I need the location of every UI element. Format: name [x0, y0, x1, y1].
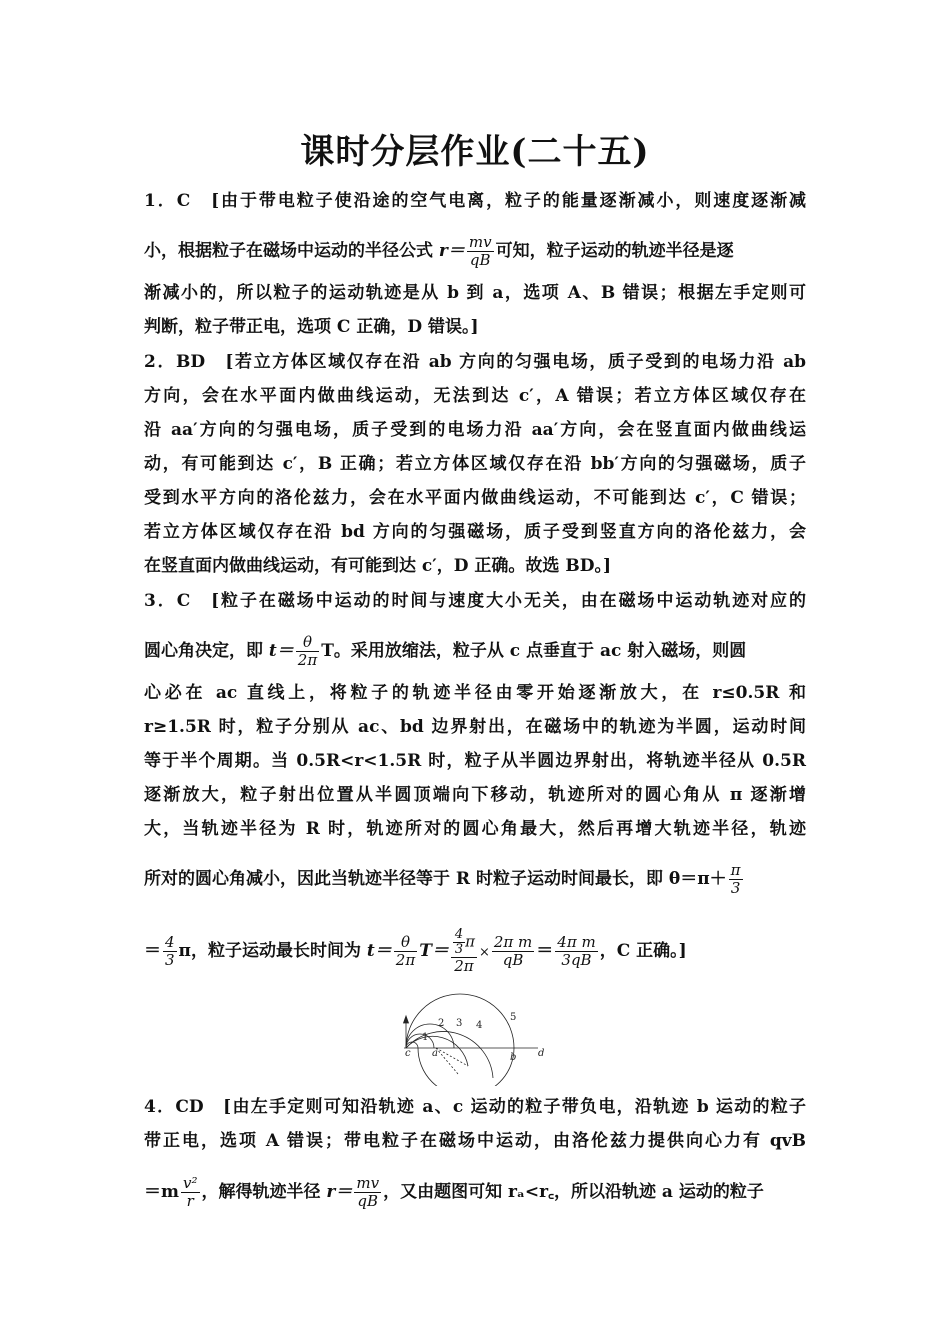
q3-theta-fraction: $\frac{\theta}{2\pi}$ — [395, 933, 416, 969]
q3-line-3: 心必在 ac 直线上，将粒子的轨迹半径由零开始逐渐放大，在 r≤0.5R 和 — [144, 683, 806, 703]
label-d: d — [538, 1048, 545, 1059]
velocity-arrowhead — [404, 1016, 409, 1023]
q3-period-fraction: $\frac{\text{2π m}}{qB}$ — [493, 933, 533, 969]
label-3: 3 — [456, 1018, 463, 1029]
q3-line-6: 逐渐放大，粒子射出位置从半圆顶端向下移动，轨迹所对的圆心角从 π 逐渐增 — [144, 785, 806, 805]
trajectory-5 — [406, 1031, 493, 1078]
label-b: b — [510, 1052, 517, 1063]
trajectory-diagram — [398, 986, 558, 1086]
q2-line-5: 受到水平方向的洛伦兹力，会在水平面内做曲线运动，不可能到达 c′，C 错误； — [144, 488, 806, 508]
q3-line-7: 大，当轨迹半径为 R 时，轨迹所对的圆心角最大，然后再增大轨迹半径，轨迹 — [144, 819, 806, 839]
page-title: 课时分层作业(二十五) — [300, 132, 650, 172]
q3-line-9: ＝ $\frac{4}{3}$ π，粒子运动最长时间为 t＝ $\frac{\theta}{2\pi}$ T＝ $\frac{4}{3}$ π 2π × $\frac{\text{2π m}}{qB}$ ＝ $\frac{\text{4π m}}{3qB}$ ，C 正确。] — [144, 927, 687, 975]
q3-line-5: 等于半个周期。当 0.5R<r<1.5R 时，粒子从半圆边界射出，将轨迹半径从 0.5R — [144, 751, 806, 771]
q4-radius-fraction: $\frac{mv}{qB}$ — [356, 1174, 380, 1210]
label-4: 4 — [476, 1020, 483, 1031]
q4-line-1: 4．CD [由左手定则可知沿轨迹 a、c 运动的粒子带负电，沿轨迹 b 运动的粒子 — [144, 1097, 806, 1117]
q4-line-3: ＝m $\frac{\text{v²}}{r}$ ，解得轨迹半径 r＝ $\frac{mv}{qB}$ ，又由题图可知 rₐ<r꜀，所以沿轨迹 a 运动的粒子 — [144, 1174, 764, 1210]
q4-centripetal-fraction: $\frac{\text{v²}}{r}$ — [183, 1174, 198, 1210]
q2-line-7: 在竖直面内做曲线运动，有可能到达 c′，D 正确。故选 BD。] — [144, 556, 611, 576]
q1-line-1: 1．C [由于带电粒子使沿途的空气电离，粒子的能量逐渐减小，则速度逐渐减 — [144, 191, 806, 211]
label-1: 1 — [422, 1032, 429, 1043]
q4-line-2: 带正电，选项 A 错误；带电粒子在磁场中运动，由洛伦兹力提供向心力有 qvB — [144, 1131, 806, 1151]
radius-dashed-2 — [436, 1048, 468, 1066]
q2-line-3: 沿 aa′方向的匀强电场，质子受到的电场力沿 aa′方向，会在竖直面内做曲线运 — [144, 420, 806, 440]
q3-four-thirds-fraction: $\frac{4}{3}$ — [165, 933, 175, 969]
label-5: 5 — [510, 1012, 517, 1023]
q1-line-2: 小，根据粒子在磁场中运动的半径公式 r＝ $\frac{mv}{qB}$ 可知，粒子运动的轨迹半径是逐 — [144, 233, 734, 269]
q3-line-2: 圆心角决定，即 t＝ $\frac{\theta}{2\pi}$ T。采用放缩法，粒子从 c 点垂直于 ac 射入磁场，则圆 — [144, 633, 747, 669]
q3-time-fraction: $\frac{\theta}{2\pi}$ — [297, 633, 318, 669]
q2-line-1: 2．BD [若立方体区域仅存在沿 ab 方向的匀强电场，质子受到的电场力沿 ab — [144, 352, 806, 372]
q1-line-4: 判断，粒子带正电，选项 C 正确，D 错误。] — [144, 317, 479, 337]
label-a: a — [432, 1048, 438, 1059]
q3-line-1: 3．C [粒子在磁场中运动的时间与速度大小无关，由在磁场中运动轨迹对应的 — [144, 591, 806, 611]
label-c: c — [405, 1048, 411, 1059]
q2-line-4: 动，有可能到达 c′，B 正确；若立方体区域仅存在沿 bb′方向的匀强磁场，质子 — [144, 454, 806, 474]
q2-line-2: 方向，会在水平面内做曲线运动，无法到达 c′，A 错误；若立方体区域仅存在 — [144, 386, 806, 406]
q1-line-3: 渐减小的，所以粒子的运动轨迹是从 b 到 a，选项 A、B 错误；根据左手定则可 — [144, 283, 806, 303]
q3-result-fraction: $\frac{\text{4π m}}{3qB}$ — [557, 933, 596, 969]
q3-compound-fraction: $\frac{4}{3}$ π 2π — [451, 928, 477, 975]
q2-line-6: 若立方体区域仅存在沿 bd 方向的匀强磁场，质子受到竖直方向的洛伦兹力，会 — [144, 522, 806, 542]
q3-pi-third-fraction: $\frac{\pi}{3}$ — [730, 861, 741, 897]
q3-line-8: 所对的圆心角减小，因此当轨迹半径等于 R 时粒子运动时间最长，即 θ＝π＋ $\frac{\pi}{3}$ — [144, 861, 741, 897]
radius-dashed-1 — [436, 1048, 458, 1074]
q1-radius-fraction: $\frac{mv}{qB}$ — [468, 233, 492, 269]
label-2: 2 — [438, 1018, 445, 1029]
q3-line-4: r≥1.5R 时，粒子分别从 ac、bd 边界射出，在磁场中的轨迹为半圆，运动时间 — [144, 717, 806, 737]
